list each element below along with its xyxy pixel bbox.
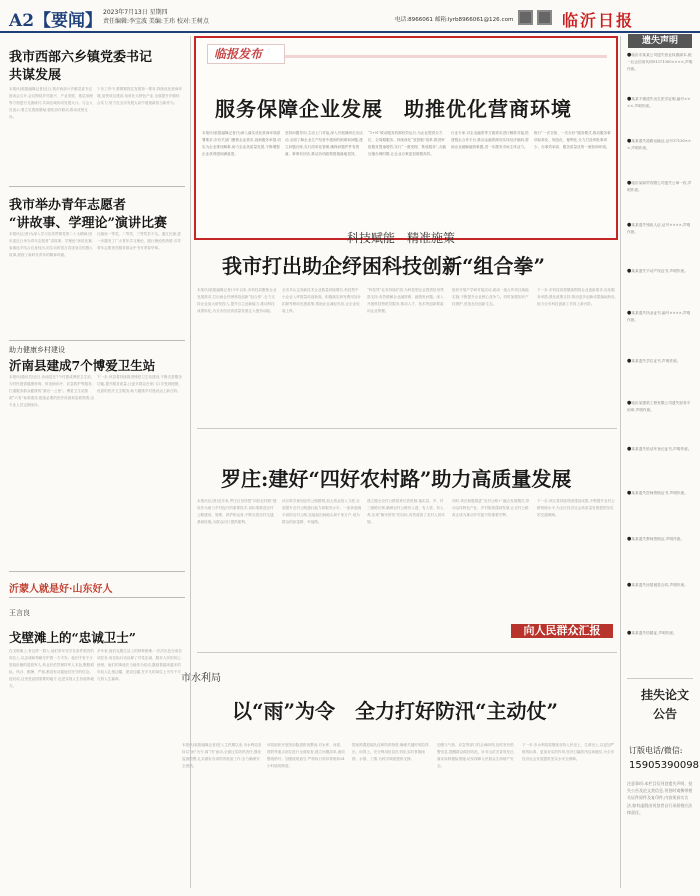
subscription-phone-label: 订版电话/微信: xyxy=(629,746,683,755)
notice-item: ●临沂某建筑工程有限公司遗失财务专用章,声明作废。 xyxy=(627,400,691,413)
notice-item: ●某某不慎遗失出生医学证明,编号××××,声明作废。 xyxy=(627,96,691,109)
notice-item: ●某某遗失道路运输证,证号37130×××,声明作废。 xyxy=(627,138,692,151)
story5-body-col2: 多年来,他们克服生活上的种种困难,一次次出色完成各项任务,用实际行动诠释了对党忠诚、服务人民的初心使命。他们的事迹在当地传为佳话,激励着越来越多的年轻人扎根边疆、建设边疆,在平凡的岗位上书写不平凡的人生篇章。 xyxy=(97,649,182,682)
newspaper-logo: 临沂日报 xyxy=(562,11,635,30)
headline4-body-col4: 加强与气象、应急等部门的会商研判,及时发布预警信息,提醒群众做好防范。针对山洪灾害易发区,落实转移避险措施,切实保障人民群众生命财产安全。 xyxy=(437,743,515,769)
story1-body-col1: 本报讯(临报融媒记者)近日,我市西部六乡镇党委书记座谈会召开,会议围绕乡村振兴、产业发展、基层治理等方面进行交流研讨,共商区域协同发展大计。与会人员表示,要立足资源禀赋,强化协作联动,推动优势互补。 xyxy=(9,87,93,120)
headline-2: 我市打出助企纾困科技创新“组合拳” xyxy=(222,254,546,278)
story2-body-col1: 本报讯(记者)为深入学习宣传贯彻党的二十大精神,团市委近日举办青年志愿者“讲故事、学理论”演讲比赛,参赛选手结合自身经历,用生动的语言讲述身边的感人故事,展现了新时代青年的精神风貌。 xyxy=(9,232,93,258)
story3-body-col2: 下一步,该县将持续推进博爱卫生站建设,不断完善服务功能,提升服务质量,让更多群众在家门口享受到便捷、优质的医疗卫生服务,助力健康乡村建设迈上新台阶。 xyxy=(97,375,182,394)
headline3-body-col4: 同时,该区积极推进“农村公路+”融合发展模式,带动沿线特色产业、乡村旅游蓬勃发展,让农村公路真正成为推动乡村振兴的重要引擎。 xyxy=(452,499,530,518)
lost-notice-title: 遗失声明 xyxy=(628,34,692,48)
section-banner: 向人民群众汇报 xyxy=(511,624,613,638)
subscription-title: 挂失论文公告 xyxy=(640,688,689,721)
notice-item: ●某某遗失学位证书,声明作废。 xyxy=(627,358,681,364)
divider xyxy=(627,678,693,679)
headline4-body-col1: 本报讯(临报融媒记者)进入主汛期以来,市水利局坚持以“雨”为令,闻“汛”而动,全面压实防汛责任,强化监测预警,扎实做好各项防汛准备工作,全力确保安全度汛。 xyxy=(182,743,262,769)
headline-1: 服务保障企业发展 助推优化营商环境 xyxy=(215,97,572,121)
notice-item: ●某某遗失机动车登记证书,声明作废。 xyxy=(627,446,692,452)
headline1-body-col5: 推行“一次告知、一次办好”服务模式,推动服务事项标准化、规范化、便利化,全力打造审批事项少、办事效率高、服务质量优的一流营商环境。 xyxy=(534,131,611,150)
story5-body-col1: 在戈壁滩上,有这样一群人,他们常年坚守在条件艰苦的岗位上,以忠诚和奉献守护着一方平安。他们中有不少是临沂籍的退役军人,转业后依然保持军人本色,默默耕耘。风沙、酷暑、严寒,都没有动摇他们坚守的信念。他们说,这里是祖国需要的地方,也是实现人生价值的地方。 xyxy=(9,649,94,689)
divider xyxy=(9,340,185,341)
header-rule xyxy=(0,31,700,33)
headline2-body-col2: 全市共认定高新技术企业数量持续增长,科技型中小企业入库数量再创新高。积极落实研发费用加计扣除等税收优惠政策,帮助企业减轻负担,让企业轻装上阵。 xyxy=(282,288,362,314)
headline3-body-col3: 建立健全农村公路管养长效机制,落实县、乡、村三级路长制,确保农村公路有人建、有人管、有人养,实现“畅安舒美”的目标,有效改善了农村人居环境。 xyxy=(367,499,445,525)
headline4-body-col5: 下一步,市水利局将继续坚持人民至上、生命至上,以更加严格的标准、更加务实的作风,坚决打赢防汛这场硬仗,为全市经济社会发展提供坚实水安全保障。 xyxy=(522,743,615,762)
issue-date: 2023年7月13日 星期四 xyxy=(103,9,168,16)
notice-item: ●某某遗失残疾人证,证号××××,声明作废。 xyxy=(627,222,691,235)
notice-item: ●某某遗失结婚证,声明作废。 xyxy=(627,630,677,636)
headline3-body-col2: 该区科学规划农村公路路网,加大资金投入力度,全面提升农村公路通行能力和服务水平。一条条宽阔平坦的农村公路,连接起田间地头和千家万户,成为群众的致富路、幸福路。 xyxy=(282,499,362,525)
story2-title-line1: 我市举办青年志愿者 xyxy=(9,198,127,213)
story2-title-line2: “讲故事、学理论”演讲比赛 xyxy=(9,216,167,231)
notice-item: ●某某遗失不动产权证书,声明作废。 xyxy=(627,268,688,274)
headline2-body-col1: 本报讯(临报融媒记者)今年以来,市科技局聚焦企业发展需求,打出助企纾困科技创新“组合拳”,全力支持企业加大研发投入,提升自主创新能力,推动科技成果转化,为全市经济高质量发展注入强劲动能。 xyxy=(197,288,277,314)
headline1-body-col2: 坚持问题导向,主动上门对接,深入开展调研走访活动,全面了解企业生产经营中遇到的困难和问题,建立问题台账,实行清单化管理,确保问题件件有着落、事事有回音,推动各项政策措施落地见效。 xyxy=(285,131,363,157)
headline-4: 以“雨”为令 全力打好防汛“主动仗” xyxy=(232,699,559,723)
story1-title-line1: 我市西部六乡镇党委书记 xyxy=(9,50,153,65)
story3-title: 沂南县建成7个博爱卫生站 xyxy=(9,358,156,373)
notice-item: ●临沂市某某公司遗失营业执照副本,统一社会信用代码91371300××××,声明作废。 xyxy=(627,52,693,72)
notice-label: 临报发布 xyxy=(207,44,285,64)
kicker-4: 市水利局 xyxy=(181,673,221,684)
headline2-body-col3: “科技贷”业务持续扩面,为科技型企业提供信用贷款支持,有效缓解企业融资难、融资贵问题。深入开展科技特派员服务,推动人才、技术等创新要素向企业集聚。 xyxy=(367,288,444,314)
headline4-body-col3: 提前预置抢险队伍和防汛物资,确保关键时刻拉得出、用得上。充分利用信息化手段,实时掌握雨情、水情、工情,为科学调度提供支撑。 xyxy=(352,743,429,762)
column-divider xyxy=(620,36,621,888)
headline1-body-col4: 行业专家,对企业融资等方面需求进行精准对接,搭建银企合作平台,推动金融资源向实体经济倾斜,帮助企业破解融资难题,进一步激发市场主体活力。 xyxy=(451,131,529,150)
editor-credits: 责任编辑:李宝波 美编:王玮 校对:王树点 xyxy=(103,18,209,25)
headline2-body-col4: 组织开展产学研对接活动,促成一批合作项目落地实施,不断提升企业核心竞争力。同时加强知识产权保护,营造良好创新生态。 xyxy=(452,288,529,307)
headline4-body-col2: 该局组织开展汛前隐患排查整治,对水库、河道、堤防等重点部位进行全面检查,建立问题清单,逐项整改销号。加强值班值守,严格执行领导带班和24小时值班制度。 xyxy=(267,743,345,769)
story3-body-col1: 本报讯(通讯员)近日,沂南县在7个村建成博爱卫生站,为村民提供健康咨询、常见病诊疗、应急救护等服务,打通服务群众健康的“最后一公里”。博爱卫生站按照“六有”标准建设,配备必要的医疗设备和急救物资,由专业人员定期坐诊。 xyxy=(9,375,95,408)
qr-code-icon xyxy=(518,10,533,25)
story1-body-col2: 下步工作中,要紧紧抓住发展第一要务,持续优化营商环境,加快项目建设,培育壮大特色产业,全面提升乡镇综合实力,努力在全市发展大局中展现新担当新作为。 xyxy=(97,87,182,106)
story1-title-line2: 共谋发展 xyxy=(9,68,62,83)
notice-item: ●某某遗失教师资格证,声明作废。 xyxy=(627,536,685,542)
qr-code-icon xyxy=(537,10,552,25)
story5-author: 王言良 xyxy=(9,609,30,617)
section-name: A2【要闻】 xyxy=(9,11,103,31)
kicker-2: 科技赋能 精准施策 xyxy=(347,231,456,245)
headline3-body-col5: 下一步,该区将持续巩固建设成果,不断提升农村公路管理水平,为全区经济社会高质量发展提供坚实的交通保障。 xyxy=(537,499,615,518)
subscription-notes: 注意事项:本栏目仅刊登遗失声明、挂失公告及论文类信息,刊登时请携带相关证件原件及复印件,内容须真实合法,如有虚假由刊登者自行承担相应法律责任。 xyxy=(627,781,693,815)
subscription-phone-number: 15905390098 xyxy=(629,760,699,771)
notice-item: ●某某遗失执业证书,编号××××,声明作废。 xyxy=(627,310,691,323)
headline1-body-col1: 本报讯(临报融媒记者)为深入落实优化营商环境部署要求,市有关部门聚焦企业需求,创新服务举措,切实为企业排忧解难,助力企业高质量发展,不断增强企业获得感和满意度。 xyxy=(202,131,281,157)
divider xyxy=(197,428,617,429)
contact-info: 电话:8966061 邮箱:lyrb8966061@126.com xyxy=(395,17,514,23)
divider xyxy=(197,652,617,653)
story2-body-col2: 比赛设一等奖、二等奖、三等奖若干名。通过比赛,进一步激发了广大青年学习理论、践行理论的热情,引导青年志愿者在服务群众中书写青春华章。 xyxy=(97,232,181,251)
divider xyxy=(9,571,185,572)
headline1-body-col3: “1+N”联动服务机制有效运行,为企业提供全方位、全周期服务。持续深化“放管服”改革,推进审批服务提速增效,实行“一窗受理、集成服务”,大幅压缩办理时限,让企业办事更加便捷高效。 xyxy=(368,131,446,157)
notice-item: ●临沂某商贸有限公司遗失公章一枚,声明作废。 xyxy=(627,180,692,193)
notice-item: ●某某遗失房屋租赁合同,声明作废。 xyxy=(627,582,688,588)
divider xyxy=(9,186,185,187)
story4-title: 沂蒙人就是好·山东好人 xyxy=(9,584,113,595)
divider xyxy=(9,597,185,598)
headline2-body-col5: 下一步,市科技局将继续围绕企业创新需求,优化服务举措,强化政策支持,推动更多创新成果落地转化,助力全市科技创新工作再上新台阶。 xyxy=(537,288,616,307)
headline3-body-col1: 本报讯(记者)近年来,罗庄区坚持把“四好农村路”建设作为助力乡村振兴的重要抓手,高标准推进农村公路建设、管理、养护和运营,不断完善农村交通基础设施,为群众出行提供便利。 xyxy=(197,499,277,525)
headline-3: 罗庄:建好“四好农村路”助力高质量发展 xyxy=(221,467,572,491)
story5-title: 戈壁滩上的“忠诚卫士” xyxy=(9,630,136,645)
notice-item: ●某某遗失医师资格证书,声明作废。 xyxy=(627,490,688,496)
story3-kicker: 助力健康乡村建设 xyxy=(9,346,65,354)
masthead xyxy=(0,0,700,33)
